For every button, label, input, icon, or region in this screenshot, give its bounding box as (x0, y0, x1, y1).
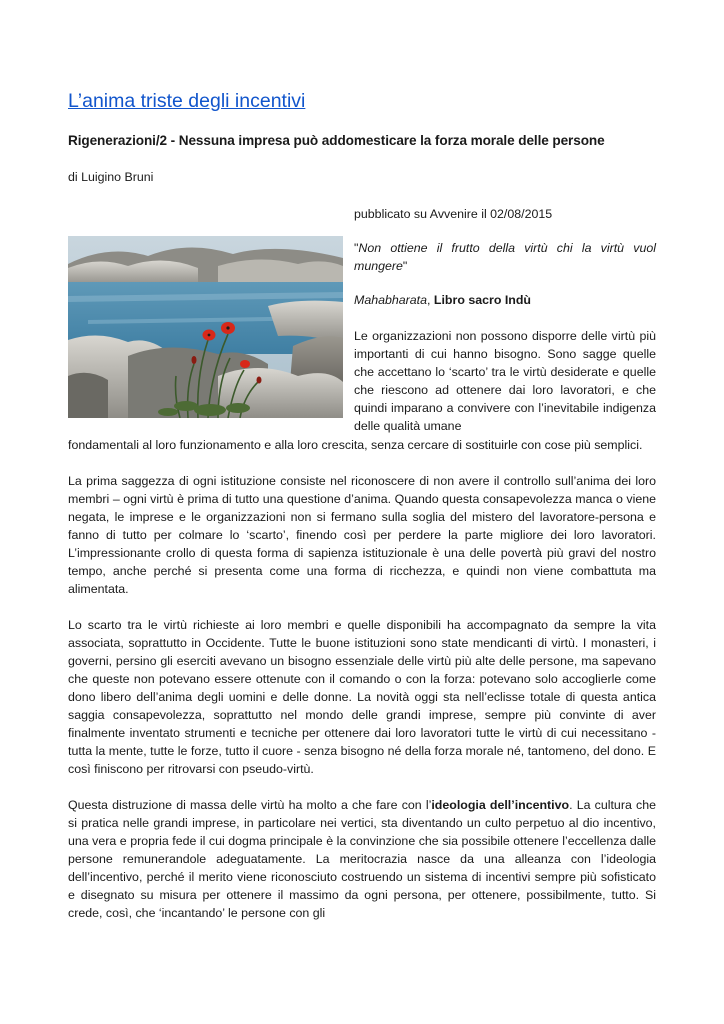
ideology-term: ideologia dell’incentivo (431, 798, 570, 812)
right-column (354, 205, 656, 435)
article-title-link[interactable]: L’anima triste degli incentivi (68, 90, 306, 112)
publication-info: pubblicato su Avvenire il 02/08/2015 (354, 207, 553, 221)
article-body (68, 436, 656, 940)
paragraph-4: Questa distruzione di massa delle virtù ha molto a che fare con l’ideologia dell’incentivo. La cultura che si pratica nelle grandi imprese, in particolare nei vertici, sta diventando un culto perpetuo al dio incentivo, una vera e propria fede il cui dogma principale è la convinzione che sia possibile ottenere l’eccellenza dalle persone remunerandole adeguatamente. La meritocrazia nasce da una alleanza con l’ideologia dell’incentivo, perché il merito viene riconosciuto costruendo un sistema di incentivi sempre più sofisticato e disegnato su misura per ottenere il massimo da ogni persona, per ottenere, possibilmente, tutto. Si crede, così, che ‘incantando’ le persone con gli (68, 798, 656, 920)
rocks-water-poppies-photo (68, 236, 343, 418)
paragraph-2: La prima saggezza di ogni istituzione consiste nel riconoscere di non avere il controllo sull’anima dei loro membri – ogni virtù è prima di tutto una questione d’anima. Quando questa consapevolezza manca o viene negata, le imprese e le organizzazioni non si fermano sulla soglia del mistero del lavoratore-persona e fanno di tutto per colmare lo ‘scarto’, finendo così per perdere la parte migliore dei loro lavoratori. L’impressionante crollo di questa forma di sapienza istituzionale è una delle povertà più gravi del nostro tempo, anche perché si presenta come una forma di ricchezza, e quindi non viene combattuta ma alimentata. (68, 474, 656, 596)
article-author: di Luigino Bruni (68, 170, 154, 184)
paragraph-1-start: Le organizzazioni non possono disporre delle virtù più importanti di cui hanno bisogno. Sono sagge quelle che accettano lo ‘scarto’ tra le virtù desiderate e quelle che riescono ad ottenere dai loro lavoratori, e che quindi imparano a convivere con l’inevitabile indigenza delle qualità umane (354, 329, 656, 433)
article-subtitle: Rigenerazioni/2 - Nessuna impresa può addomesticare la forza morale delle persone (68, 133, 605, 148)
paragraph-3: Lo scarto tra le virtù richieste ai loro membri e quelle disponibili ha accompagnato da sempre la vita associata, soprattutto in Occidente. Tutte le buone istituzioni sono state mendicanti di virtù. I monasteri, i governi, persino gli eserciti avevano un bisogno essenziale delle virtù più alte delle persone, ma sapevano che queste non potevano essere ottenute con il comando o con la forza: potevano solo accoglierle come dono libero dell’anima degli uomini e delle donne. La novità oggi sta nell’eclisse totale di questa antica saggia consapevolezza, soprattutto nel mondo delle grandi imprese, sempre più convinte di aver finalmente inventato strumenti e tecniche per ottenere dai loro lavoratori tutte le virtù di cui necessitano - tutta la mente, tutte le forze, tutto il cuore - senza bisogno né della forza morale né, tantomeno, del dono. E così finiscono per ritrovarsi con pseudo-virtù. (68, 618, 656, 776)
paragraph-1-end: fondamentali al loro funzionamento e alla loro crescita, senza cercare di sostituirle con cose più semplici. (68, 438, 643, 452)
epigraph-source: Mahabharata, Libro sacro Indù (354, 293, 531, 307)
epigraph-quote: "Non ottiene il frutto della virtù chi la virtù vuol mungere" (354, 241, 656, 273)
